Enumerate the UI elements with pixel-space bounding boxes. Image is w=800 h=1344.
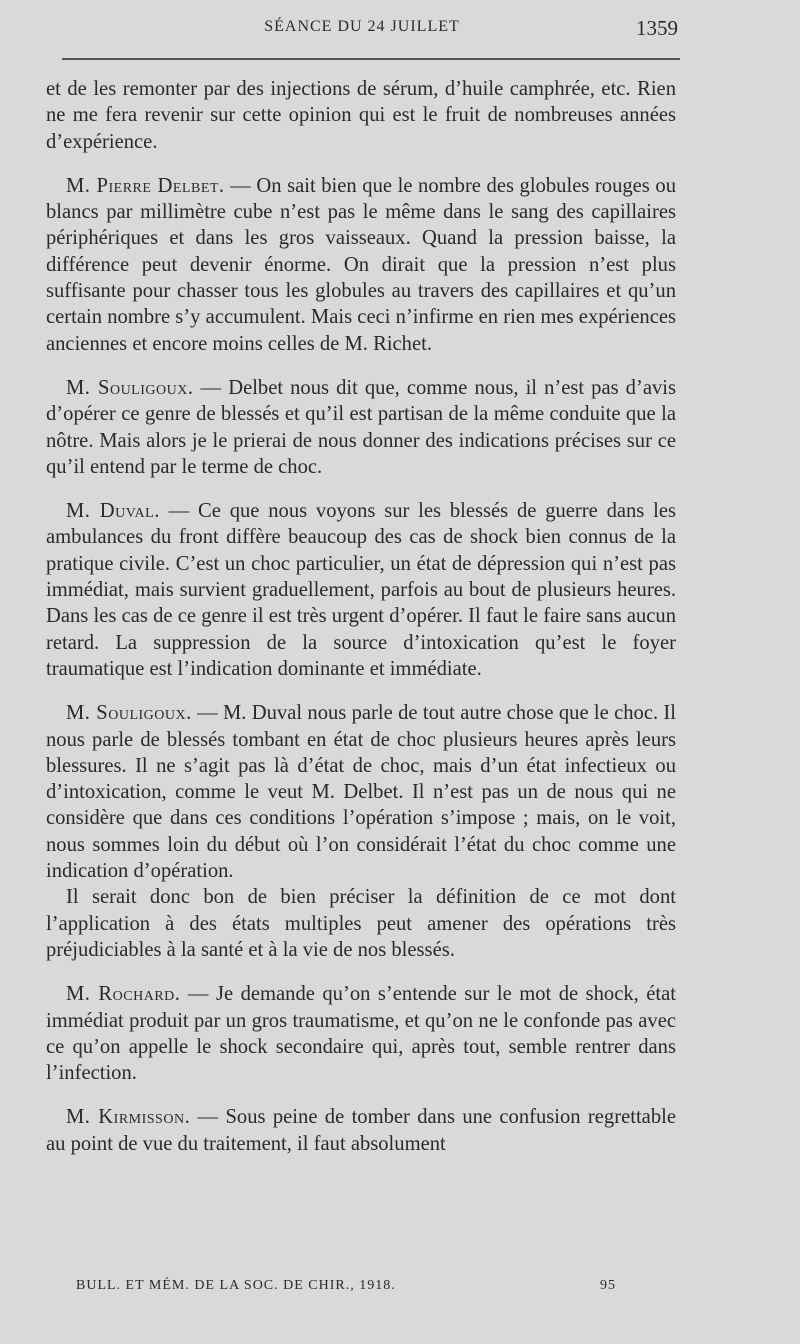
body-text bbox=[46, 76, 676, 1157]
footer-signature: 95 bbox=[600, 1278, 616, 1293]
paragraph-duval: M. Duval. — Ce que nous voyons sur les blessés de guerre dans les ambulances du front diffère beaucoup des cas de shock bien connus de la pratique civile. C’est un choc particulier, un état de dépression qui n’est pas immédiat, mais survient graduellement, parfois au bout de plusieurs heures. Dans les cas de ce genre il est très urgent d’opérer. Il faut le faire sans aucun retard. La suppression de la source d’intoxication qu’est le foyer traumatique est l’indication dominante et immédiate. bbox=[46, 500, 676, 680]
speaker-name: M. Pierre Delbet. bbox=[66, 174, 225, 197]
paragraph-souligoux-1: M. Souligoux. — Delbet nous dit que, comme nous, il n’est pas d’avis d’opérer ce genre de blessés et qu’il est partisan de la même conduite que la nôtre. Mais alors je le prierai de nous donner des indications précises sur ce qu’il entend par le terme de choc. bbox=[46, 376, 676, 478]
paragraph-continued: et de les remonter par des injections de sérum, d’huile camphrée, etc. Rien ne me fera revenir sur cette opinion qui est le fruit de nombreuses années d’expérience. bbox=[46, 78, 676, 153]
header-rule bbox=[62, 58, 680, 60]
paragraph-kirmisson: M. Kirmisson. — Sous peine de tomber dans une confusion regrettable au point de vue du traitement, il faut absolument bbox=[46, 1106, 676, 1155]
page-footer bbox=[76, 1278, 616, 1294]
running-title: SÉANCE DU 24 JUILLET bbox=[264, 18, 460, 35]
footer-citation: BULL. ET MÉM. DE LA SOC. DE CHIR., 1918. bbox=[76, 1278, 396, 1293]
speaker-name: M. Rochard. bbox=[66, 983, 181, 1006]
paragraph-souligoux-2: M. Souligoux. — M. Duval nous parle de tout autre chose que le choc. Il nous parle de blessés tombant en état de choc plusieurs heures après leurs blessures. Il ne s’agit pas là d’état de choc, mais d’un état infectieux ou d’intoxication, comme le veut M. Delbet. Il n’est pas un de nous qui ne considère que dans ces conditions l’opération s’impose ; mais, on le voit, nous sommes loin du début où l’on considérait l’état du choc comme une indication d’opération. bbox=[46, 702, 677, 883]
paragraph-rochard: M. Rochard. — Je demande qu’on s’entende sur le mot de shock, état immédiat produit par un gros traumatisme, et qu’on ne le confonde pas avec ce qu’on appelle le shock secondaire qui, après tout, semble rentrer dans l’infection. bbox=[46, 983, 676, 1085]
paragraph-souligoux-2-cont: Il serait donc bon de bien préciser la définition de ce mot dont l’application à des états multiples peut amener des opérations très préjudiciables à la santé et à la vie de nos blessés. bbox=[46, 886, 676, 961]
paragraph-delbet: M. Pierre Delbet. — On sait bien que le nombre des globules rouges ou blancs par millimètre cube n’est pas le même dans le sang des capillaires périphériques et dans les gros vaisseaux. Quand la pression baisse, la différence peut devenir énorme. On dirait que la pression n’est plus suffisante pour chasser tous les globules au travers des capillaires et qu’un certain nombre s’y accumulent. Mais ceci n’infirme en rien mes expériences anciennes et encore moins celles de M. Richet. bbox=[46, 174, 676, 355]
page-number: 1359 bbox=[636, 16, 678, 40]
speaker-name: M. Souligoux. bbox=[66, 376, 194, 399]
speaker-name: M. Duval. bbox=[66, 500, 160, 523]
speaker-name: M. Kirmisson. bbox=[66, 1106, 191, 1129]
page-header bbox=[46, 16, 678, 46]
speaker-name: M. Souligoux. bbox=[66, 702, 192, 725]
